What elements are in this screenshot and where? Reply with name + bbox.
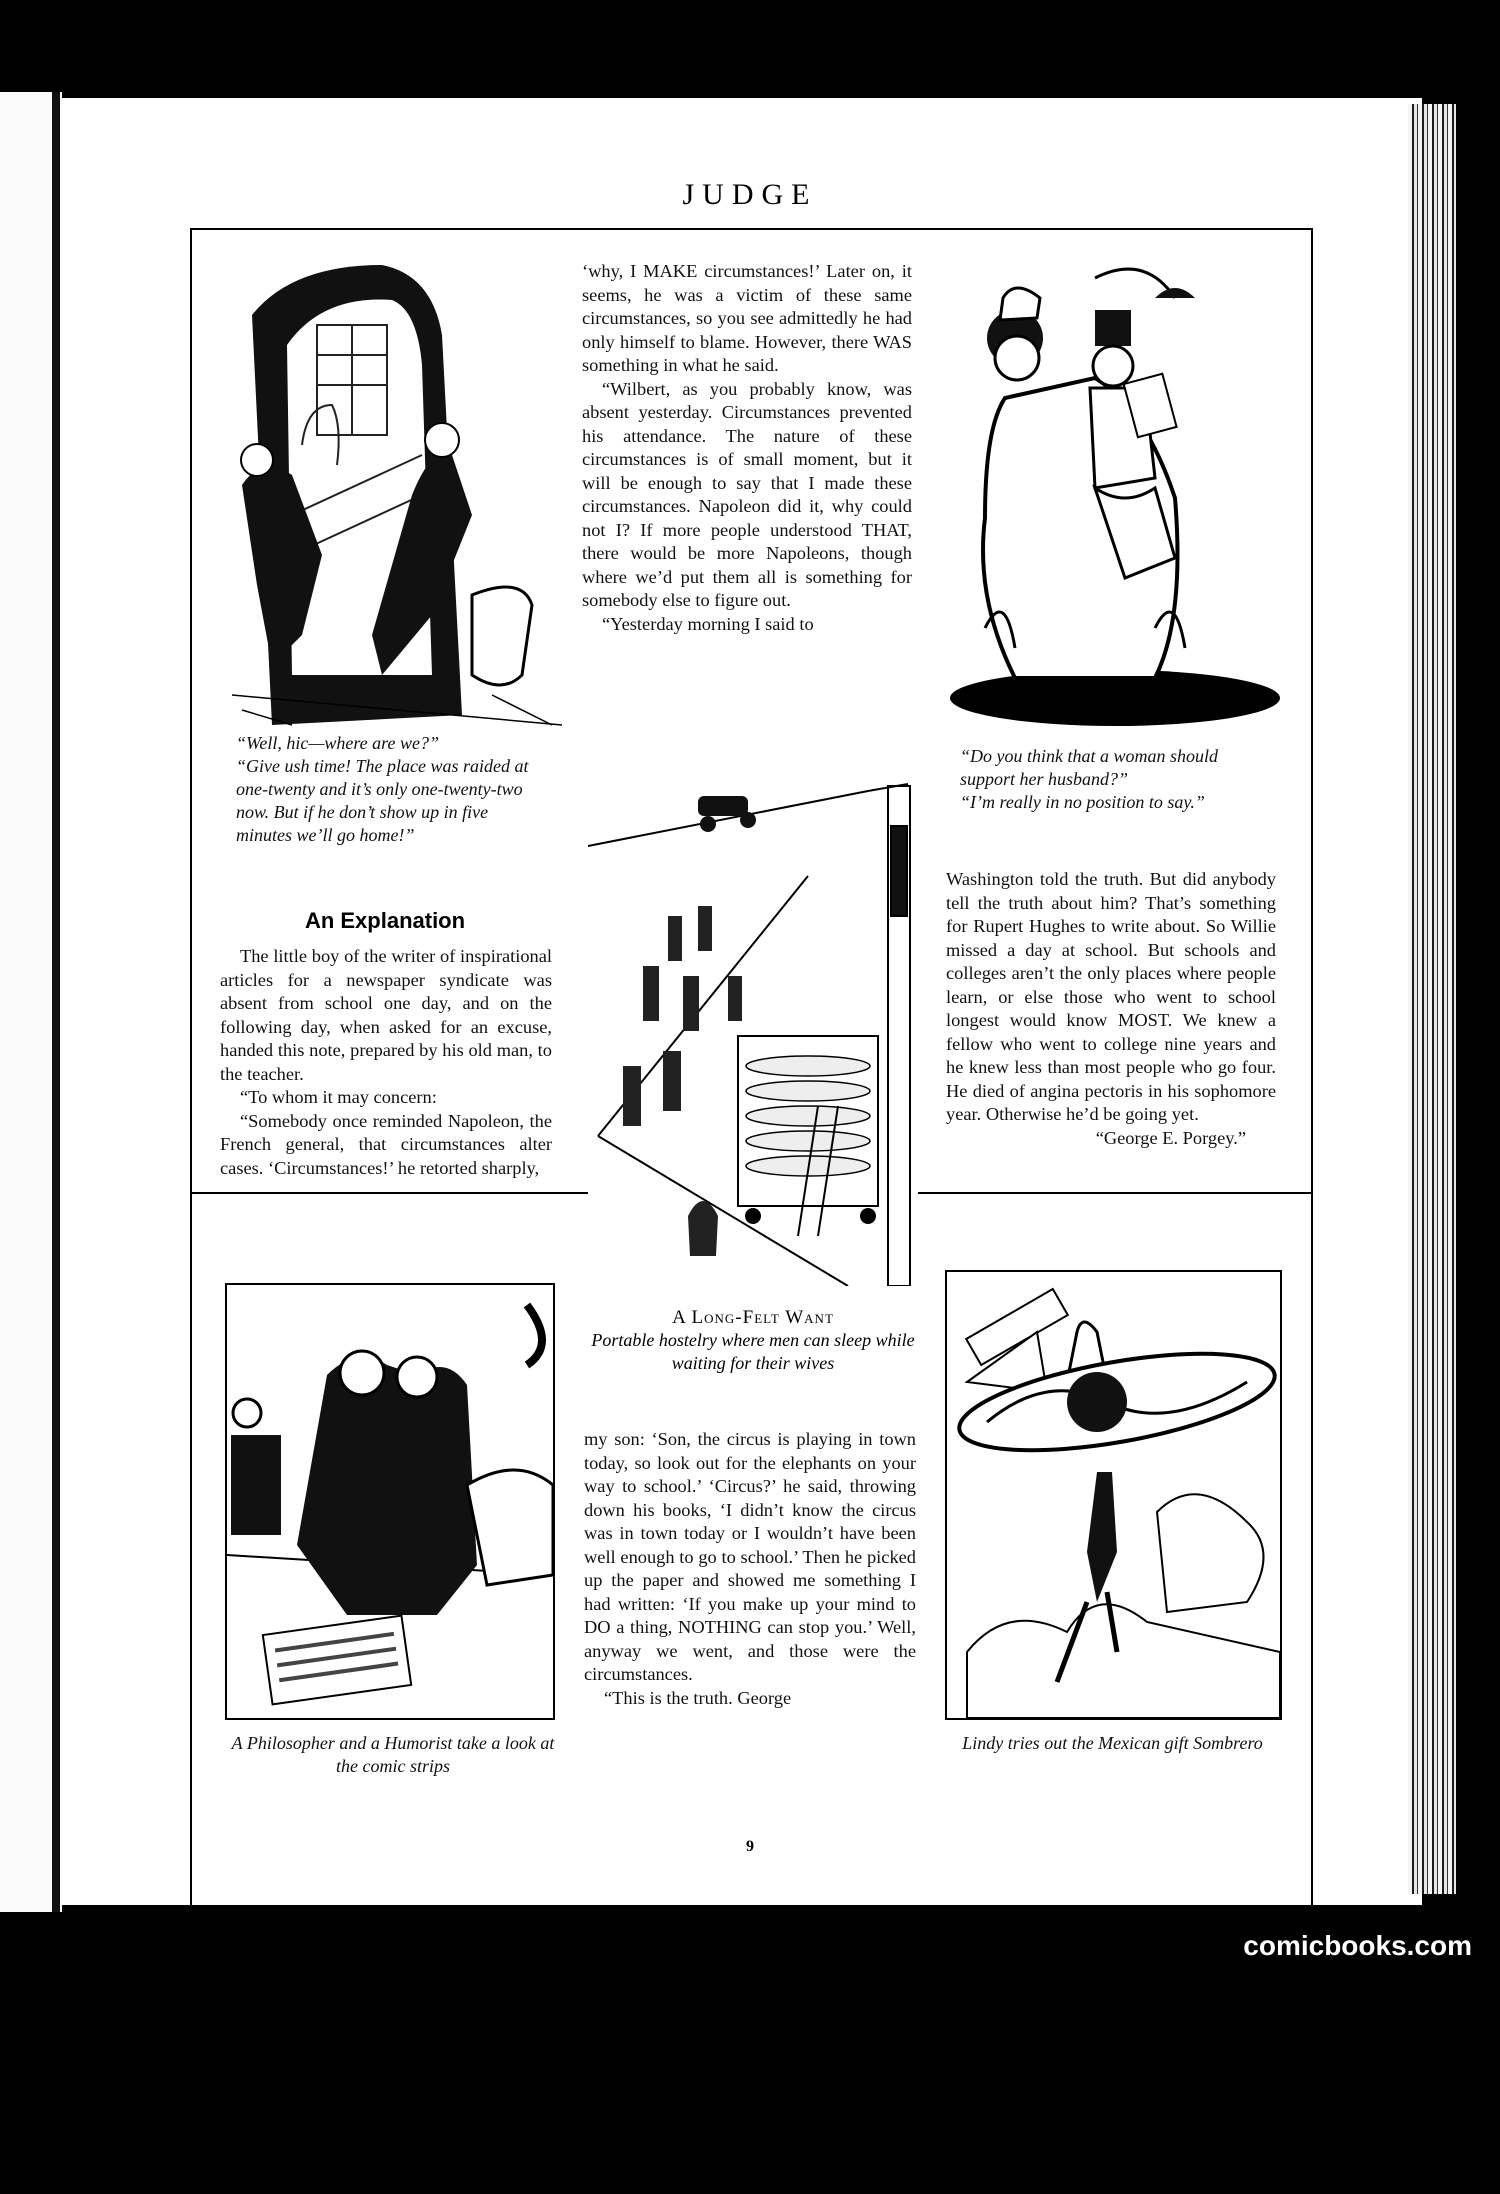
article-column-2-top	[582, 260, 912, 636]
caption-text: Portable hostelry where men can sleep while waiting for their wives	[591, 1330, 915, 1373]
paragraph: “Yesterday morning I said to	[602, 613, 814, 634]
signature: “George E. Porgey.”	[1095, 1127, 1246, 1148]
cartoon-woman-caption	[960, 745, 1260, 814]
page-edges	[1408, 104, 1456, 1894]
book-spine-left	[0, 92, 62, 1912]
article-column-2-bottom	[584, 1428, 916, 1710]
watermark: comicbooks.com	[1243, 1930, 1472, 1961]
caption-line: “I’m really in no position to say.”	[960, 792, 1205, 812]
cartoon-hostelry-caption	[588, 1306, 918, 1375]
cartoon-drunks-caption	[236, 732, 536, 847]
cartoon-lindy-caption: Lindy tries out the Mexican gift Sombrero	[962, 1733, 1263, 1753]
cartoon-drunks-illustration	[232, 255, 562, 735]
article-column-3	[946, 868, 1276, 1150]
paragraph: “Somebody once reminded Napoleon, the French general, that circumstances alter cases. ‘Circumstances!’ he retorted sharply,	[220, 1110, 552, 1178]
paragraph: “This is the truth. George	[604, 1687, 792, 1708]
paragraph: Washington told the truth. But did anybody tell the truth about him? That’s something for Rupert Hughes to write about. So Willie missed a day at school. But schools and colleges aren’t the only places where people learn, or else those who went to school longest would know MOST. We knew a fellow who went to college nine years and he knew less than most people who go four. He died of angina pectoris in his sophomore year. Otherwise he’d be going yet.	[946, 869, 1276, 1124]
cartoon-philosopher-caption: A Philosopher and a Humorist take a look at the comic strips	[231, 1733, 555, 1776]
page-number: 9	[746, 1838, 754, 1855]
caption-line: “Well, hic—where are we?”	[236, 733, 439, 753]
paragraph: The little boy of the writer of inspirational articles for a newspaper syndicate was absent from school one day, and on the following day, when asked for an excuse, handed this note, prepared by his old man, to the teacher.	[220, 946, 552, 1084]
cartoon-philosopher-illustration	[227, 1285, 553, 1718]
caption-line: “Give ush time! The place was raided at one-twenty and it’s only one-twenty-two now. But if he don’t show up in five minutes we’ll go home!”	[236, 756, 529, 845]
article-heading: An Explanation	[304, 908, 466, 933]
caption-line: “Do you think that a woman should support her husband?”	[960, 746, 1219, 789]
cartoon-philosopher-panel	[225, 1283, 555, 1720]
masthead: JUDGE	[682, 178, 818, 211]
cartoon-title: A Long-Felt Want	[672, 1307, 834, 1328]
paragraph: ‘why, I MAKE circumstances!’ Later on, it seems, he was a victim of these same circumstances, so you see admittedly he had only himself to blame. However, there WAS something in what he said.	[582, 261, 912, 375]
cartoon-hostelry-illustration	[588, 776, 918, 1286]
article-column-1	[220, 945, 552, 1180]
cartoon-lindy-illustration	[947, 1272, 1280, 1718]
paragraph: “Wilbert, as you probably know, was absent yesterday. Circumstances prevented his attendance. The nature of these circumstances is of small moment, but it will be enough to say that I made these circumstances. Napoleon did it, why could not I? If more people understood THAT, there would be more Napoleons, though where we’d put them all is something for somebody else to figure out.	[582, 378, 912, 610]
paragraph: “To whom it may concern:	[240, 1087, 437, 1107]
cartoon-lindy-panel	[945, 1270, 1282, 1720]
cartoon-woman-husband-illustration	[945, 258, 1285, 738]
paragraph: my son: ‘Son, the circus is playing in town today, so look out for the elephants on your way to school.’ ‘Circus?’ he said, throwing down his books, ‘I didn’t know the circus was in town today or I wouldn’t have been well enough to go to school.’ Then he picked up the paper and showed me something I had written: ‘If you make up your mind to DO a thing, NOTHING can stop you.’ Well, anyway we went, and those were the circumstances.	[584, 1429, 916, 1684]
